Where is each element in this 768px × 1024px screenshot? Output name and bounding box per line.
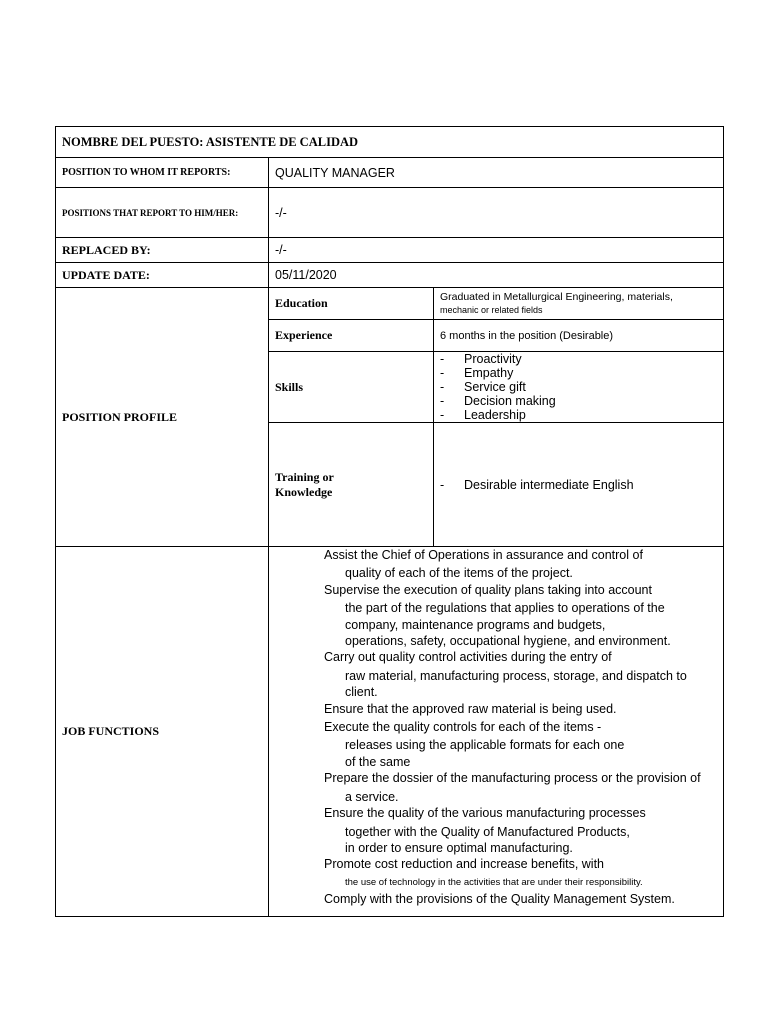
job-function-item bbox=[321, 701, 717, 719]
skill-item-text: Decision making bbox=[464, 394, 556, 408]
job-function-text: Prepare the dossier of the manufacturing process or the provision of bbox=[324, 771, 701, 786]
job-function-first-line bbox=[321, 891, 717, 909]
experience-label: Experience bbox=[269, 320, 434, 352]
job-function-first-line bbox=[321, 770, 717, 788]
replaced-by-label: REPLACED BY: bbox=[56, 238, 269, 263]
job-function-text: Ensure the quality of the various manufacturing processes bbox=[324, 806, 646, 821]
job-function-first-line bbox=[321, 805, 717, 823]
job-function-continuation: the use of technology in the activities that are under their responsibility. bbox=[345, 876, 643, 888]
education-row bbox=[56, 288, 724, 320]
reports-to-him-row bbox=[56, 188, 724, 238]
job-functions-row bbox=[56, 547, 724, 917]
reports-to-value: QUALITY MANAGER bbox=[269, 158, 724, 188]
job-function-item bbox=[321, 547, 717, 582]
education-value bbox=[434, 288, 724, 320]
training-item-text: Desirable intermediate English bbox=[464, 477, 634, 492]
job-function-continuation: together with the Quality of Manufactured Products, bbox=[345, 824, 630, 839]
dash-glyph: - bbox=[440, 366, 445, 380]
job-function-first-line bbox=[321, 582, 717, 600]
replaced-by-value: -/- bbox=[269, 238, 724, 263]
reports-to-row bbox=[56, 158, 724, 188]
job-functions-value bbox=[269, 547, 724, 917]
job-function-text: Execute the quality controls for each of the items - bbox=[324, 720, 602, 735]
position-profile-label: POSITION PROFILE bbox=[56, 288, 269, 547]
job-function-first-line bbox=[321, 547, 717, 565]
job-functions-list bbox=[275, 547, 717, 910]
job-function-item bbox=[321, 856, 717, 891]
job-functions-label: JOB FUNCTIONS bbox=[56, 547, 269, 917]
training-label-line1: Training or bbox=[275, 469, 334, 484]
replaced-by-row bbox=[56, 238, 724, 263]
training-label-line2: Knowledge bbox=[275, 484, 333, 499]
dash-glyph: - bbox=[440, 394, 445, 408]
job-function-continuation: of the same bbox=[345, 754, 411, 769]
job-function-first-line bbox=[321, 856, 717, 874]
training-list bbox=[440, 478, 717, 492]
skill-item bbox=[440, 408, 717, 422]
update-date-value: 05/11/2020 bbox=[269, 263, 724, 288]
training-value bbox=[434, 423, 724, 547]
reports-to-him-label: POSITIONS THAT REPORT TO HIM/HER: bbox=[56, 188, 269, 238]
job-function-text: Comply with the provisions of the Quality Management System. bbox=[324, 892, 675, 907]
job-function-continuation: client. bbox=[345, 685, 378, 700]
update-date-row bbox=[56, 263, 724, 288]
job-description-table bbox=[55, 126, 724, 917]
dash-glyph: - bbox=[440, 352, 445, 366]
education-value-line2: mechanic or related fields bbox=[440, 304, 543, 315]
skill-item-text: Service gift bbox=[464, 380, 526, 394]
dash-glyph: - bbox=[440, 477, 445, 492]
job-function-text: Supervise the execution of quality plans taking into account bbox=[324, 582, 652, 597]
education-value-line1: Graduated in Metallurgical Engineering, materials, bbox=[440, 290, 673, 303]
job-function-item bbox=[321, 805, 717, 856]
job-function-first-line bbox=[321, 719, 717, 737]
job-function-item bbox=[321, 891, 717, 909]
training-item bbox=[440, 478, 717, 492]
experience-value: 6 months in the position (Desirable) bbox=[434, 320, 724, 352]
reports-to-label: POSITION TO WHOM IT REPORTS: bbox=[56, 158, 269, 188]
job-function-continuation: quality of each of the items of the project. bbox=[345, 566, 573, 581]
dash-glyph: - bbox=[440, 408, 445, 422]
skill-item-text: Proactivity bbox=[464, 352, 522, 366]
dash-glyph: - bbox=[440, 380, 445, 394]
job-function-continuation: the part of the regulations that applies to operations of the bbox=[345, 601, 665, 616]
job-function-text: Carry out quality control activities during the entry of bbox=[324, 650, 612, 665]
reports-to-him-value: -/- bbox=[269, 188, 724, 238]
job-function-first-line bbox=[321, 701, 717, 719]
job-function-continuation: raw material, manufacturing process, storage, and dispatch to bbox=[345, 668, 687, 683]
document-title: NOMBRE DEL PUESTO: ASISTENTE DE CALIDAD bbox=[56, 127, 724, 158]
training-label bbox=[269, 423, 434, 547]
job-function-continuation: company, maintenance programs and budgets, bbox=[345, 617, 606, 632]
job-function-item bbox=[321, 719, 717, 770]
skill-item-text: Empathy bbox=[464, 366, 514, 380]
job-function-continuation: releases using the applicable formats for each one bbox=[345, 738, 625, 753]
skill-item bbox=[440, 380, 717, 394]
skill-item bbox=[440, 366, 717, 380]
skill-item-text: Leadership bbox=[464, 408, 526, 422]
job-function-continuation: in order to ensure optimal manufacturing. bbox=[345, 840, 573, 855]
update-date-label: UPDATE DATE: bbox=[56, 263, 269, 288]
job-function-item bbox=[321, 649, 717, 700]
job-function-item bbox=[321, 770, 717, 805]
job-function-first-line bbox=[321, 649, 717, 667]
job-function-text: Ensure that the approved raw material is being used. bbox=[324, 701, 617, 716]
skill-item bbox=[440, 394, 717, 408]
title-row bbox=[56, 127, 724, 158]
skills-value bbox=[434, 352, 724, 423]
job-function-text: Assist the Chief of Operations in assurance and control of bbox=[324, 548, 643, 562]
skills-label: Skills bbox=[269, 352, 434, 423]
skill-item bbox=[440, 352, 717, 366]
job-function-continuation: operations, safety, occupational hygiene, and environment. bbox=[345, 634, 671, 649]
job-function-item bbox=[321, 582, 717, 650]
skills-list bbox=[440, 352, 717, 422]
job-function-text: Promote cost reduction and increase benefits, with bbox=[324, 857, 605, 872]
job-function-continuation: a service. bbox=[345, 789, 399, 804]
education-label: Education bbox=[269, 288, 434, 320]
